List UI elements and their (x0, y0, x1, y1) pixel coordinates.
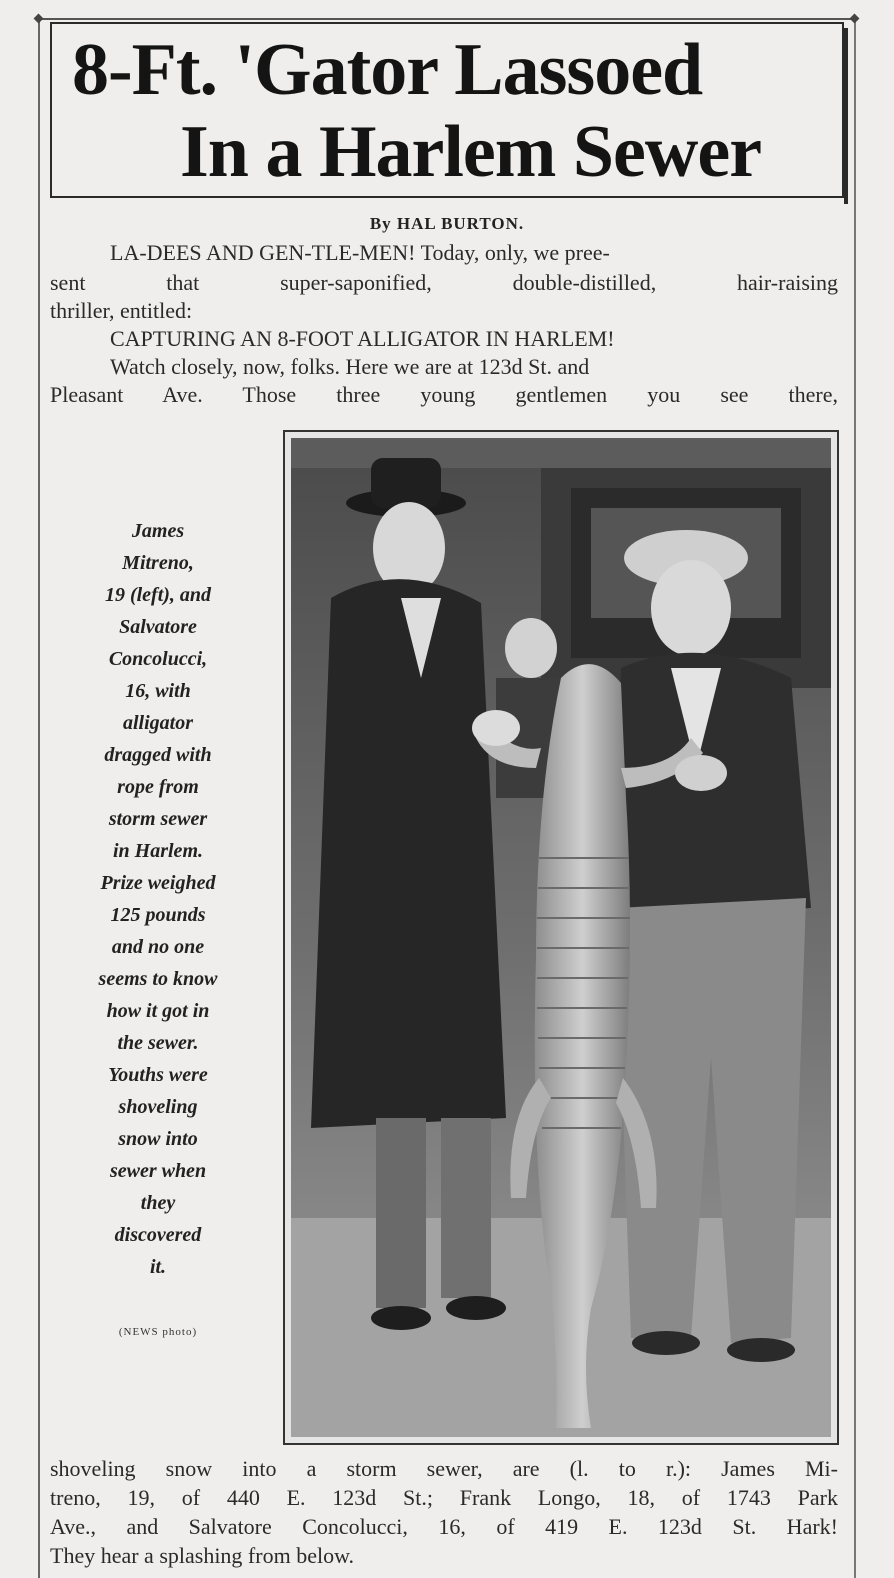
headline-box (50, 22, 844, 198)
lead-line: Watch closely, now, folks. Here we are at 123d St. and (110, 354, 590, 379)
body-line: treno, 19, of 440 E. 123d St.; Frank Longo, 18, of 1743 Park (50, 1485, 838, 1510)
caption-line: rope from (117, 776, 199, 798)
caption-line: it. (149, 1256, 167, 1278)
lead-line: Pleasant Ave. Those three young gentlemen you see there, (50, 382, 838, 407)
caption-line: 125 pounds (110, 904, 206, 926)
caption-line: James (131, 520, 185, 542)
lead-line: LA-DEES AND GEN-TLE-MEN! Today, only, we pree- (110, 240, 610, 265)
top-border-rule (38, 18, 856, 20)
caption-line: Concolucci, (108, 648, 208, 670)
caption-line: Salvatore (119, 616, 197, 638)
headline-line-1: 8-Ft. 'Gator Lassoed (72, 29, 703, 111)
body-line: Ave., and Salvatore Concolucci, 16, of 419 E. 123d St. Hark! (50, 1514, 838, 1539)
caption-line: and no one (111, 936, 205, 958)
caption-line: storm sewer (108, 808, 208, 830)
photo-illustration (291, 438, 831, 1437)
photo-credit: (NEWS photo) (118, 1326, 198, 1338)
caption-line: in Harlem. (112, 840, 203, 862)
byline: By HAL BURTON. (369, 214, 525, 233)
caption-line: the sewer. (117, 1032, 199, 1054)
caption-line: 19 (left), and (104, 584, 212, 606)
caption-line: Mitreno, (122, 552, 194, 574)
news-photo-frame (283, 430, 839, 1445)
caption-line: shoveling (118, 1096, 198, 1118)
caption-line: 16, with (125, 680, 191, 702)
caption-line: snow into (118, 1128, 198, 1150)
corner-ornament-right (850, 14, 860, 24)
caption-line: Prize weighed (100, 872, 216, 894)
lead-line: CAPTURING AN 8-FOOT ALLIGATOR IN HARLEM! (110, 326, 615, 351)
caption-line: how it got in (106, 1000, 210, 1022)
caption-line: seems to know (98, 968, 218, 990)
right-column-rule (854, 18, 856, 1578)
caption-line: discovered (114, 1224, 202, 1246)
caption-line: they (140, 1192, 176, 1214)
headline-line-2: In a Harlem Sewer (180, 111, 762, 193)
corner-ornament-left (34, 14, 44, 24)
caption-line: dragged with (104, 744, 212, 766)
caption-line: alligator (122, 712, 193, 734)
lead-line: thriller, entitled: (50, 298, 193, 323)
caption-line: sewer when (109, 1160, 207, 1182)
lead-line: sent that super-saponified, double-distilled, hair-raising (50, 270, 838, 295)
caption-line: Youths were (108, 1064, 208, 1086)
body-line: They hear a splashing from below. (50, 1543, 355, 1568)
body-line: shoveling snow into a storm sewer, are (l. to r.): James Mi- (50, 1456, 838, 1481)
news-photo (291, 438, 831, 1437)
